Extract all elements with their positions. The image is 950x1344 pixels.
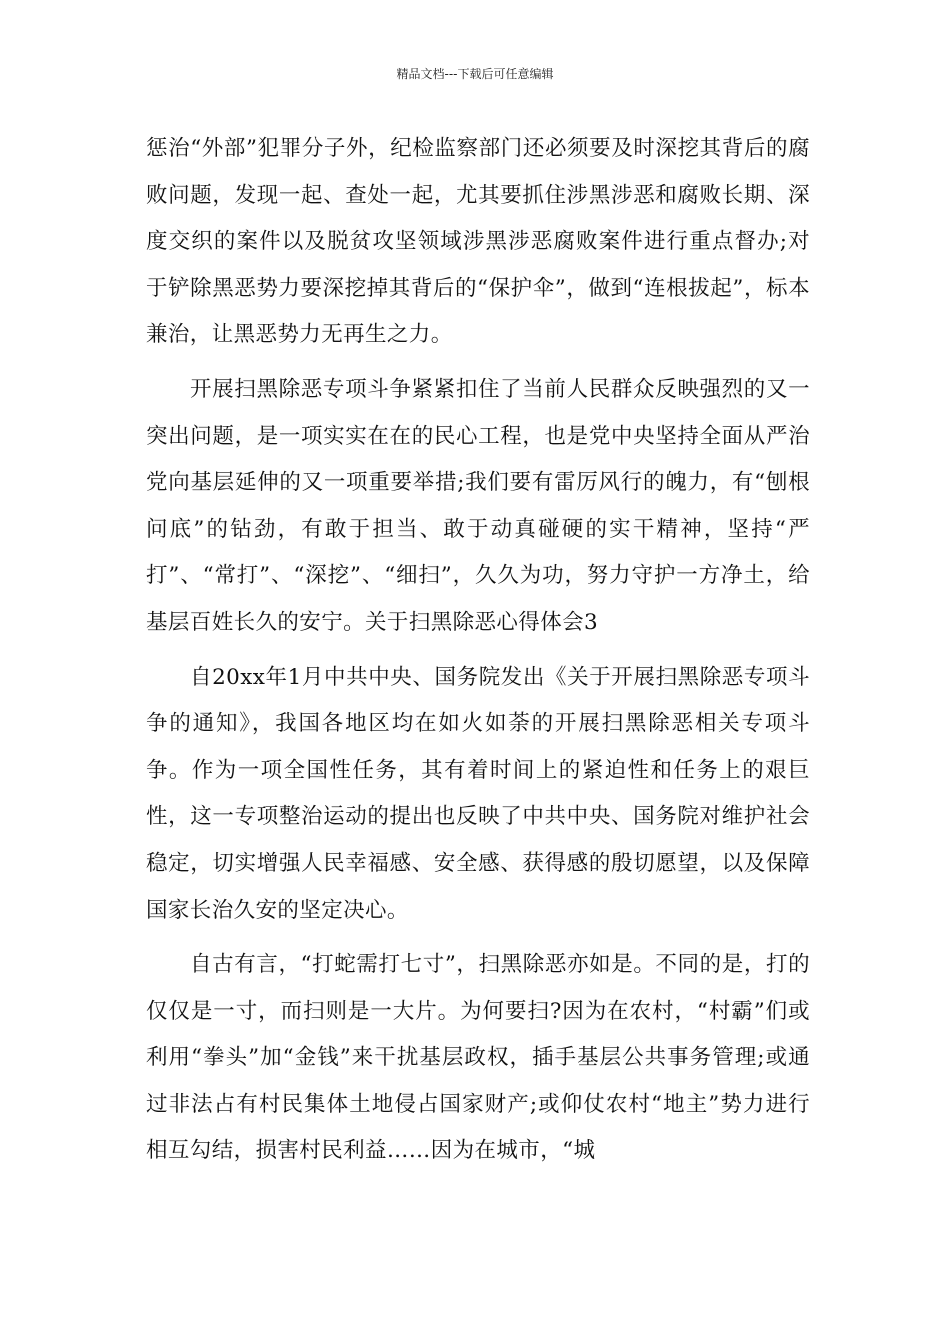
page-header: 精品文档---下载后可任意编辑	[396, 67, 554, 81]
document-body	[146, 126, 810, 1175]
paragraph-1: 惩治“外部”犯罪分子外，纪检监察部门还必须要及时深挖其背后的腐败问题，发现一起、查处一起，尤其要抓住涉黑涉恶和腐败长期、深度交织的案件以及脱贫攻坚领域涉黑涉恶腐败案件进行重点督办;对于铲除黑恶势力要深挖掉其背后的“保护伞”，做到“连根拔起”，标本兼治，让黑恶势力无再生之力。	[146, 136, 810, 348]
paragraph-3: 自20xx年1月中共中央、国务院发出《关于开展扫黑除恶专项斗争的通知》，我国各地区均在如火如荼的开展扫黑除恶相关专项斗争。作为一项全国性任务，其有着时间上的紧迫性和任务上的艰巨性，这一专项整治运动的提出也反映了中共中央、国务院对维护社会稳定，切实增强人民幸福感、安全感、获得感的殷切愿望，以及保障国家长治久安的坚定决心。	[146, 664, 810, 923]
paragraph-4: 自古有言，“打蛇需打七寸”，扫黑除恶亦如是。不同的是，打的仅仅是一寸，而扫则是一大片。为何要扫?因为在农村，“村霸”们或利用“拳头”加“金钱”来干扰基层政权，插手基层公共事务管理;或通过非法占有村民集体土地侵占国家财产;或仰仗农村“地主”势力进行相互勾结，损害村民利益……因为在城市，“城	[146, 952, 810, 1164]
paragraph-2: 开展扫黑除恶专项斗争紧紧扣住了当前人民群众反映强烈的又一突出问题，是一项实实在在的民心工程，也是党中央坚持全面从严治党向基层延伸的又一项重要举措;我们要有雷厉风行的魄力，有“刨根问底”的钻劲，有敢于担当、敢于动真碰硬的实干精神，坚持“严打”、“常打”、“深挖”、“细扫”，久久为功，努力守护一方净土，给基层百姓长久的安宁。关于扫黑除恶心得体会3	[146, 376, 810, 635]
